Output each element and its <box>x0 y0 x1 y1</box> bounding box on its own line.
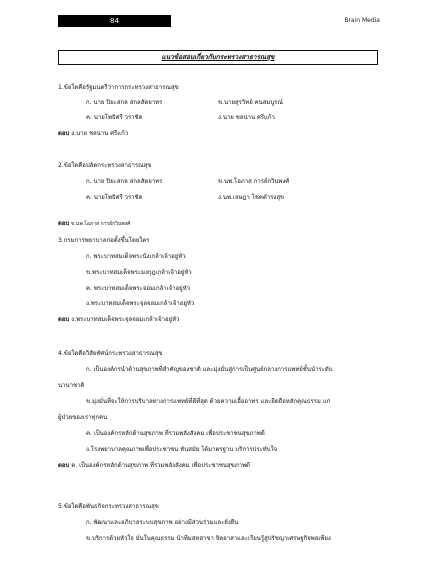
page-header <box>58 15 380 27</box>
q3-answer-label: ตอบ <box>58 316 70 323</box>
q4-question: 4.ข้อใดคือวิสัยทัศน์กระทรวงสาธารณสุข <box>58 350 163 357</box>
q1-option-c: ค. นายโพธิศรี วราชิต <box>86 114 143 121</box>
document-title: แนวข้อสอบเกี่ยวกับกระทรวงสาธารณสุข <box>58 50 378 65</box>
q2-option-d: ง.นพ.เจษฎา โชคดำรงสุข <box>218 194 285 201</box>
q2-option-c: ค. นายโพธิศรี วราชิต <box>86 194 143 201</box>
q4-answer: ค. เป็นองค์กรหลักด้านสุขภาพ ที่รวมพลังสังคม เพื่อประชาชนสุขภาพดี <box>71 462 250 469</box>
q5-option-b: ข.บริการด้วยหัวใจ มั่นในคุณธรรม นำทีมสหสาขา จิตอาสาและเรียนรู้สู่ปรัชญาเศรษฐกิจพอเพียง <box>86 535 331 542</box>
q1-answer-label: ตอบ <box>58 130 70 137</box>
q1-answer: ง.นาย ชลน่าน ศรีแก้ว <box>71 130 129 137</box>
q3-option-b: ข.พระบาทสมเด็จพระมงกุฎเกล้าเจ้าอยู่หัว <box>86 269 192 276</box>
q2-answer: ข.นพ.โอภาส การย์กวินพงศ์ <box>70 221 131 227</box>
q3-option-d: ง.พระบาทสมเด็จพระจุลจอมเกล้าเจ้าอยู่หัว <box>86 300 195 307</box>
q2-answer-line <box>58 220 130 228</box>
q2-answer-label: ตอบ <box>58 220 70 227</box>
q1-option-b: ข.นายสุรวิทย์ คนสมบูรณ์ <box>218 99 283 106</box>
q1-answer-line <box>58 130 128 138</box>
q4-option-a-line2: นานาชาติ <box>58 382 85 389</box>
q1-option-d: ง.นาย ชลน่าน ศรีแก้ว <box>218 114 275 121</box>
q4-option-d: ง.โรงพยาบาลคุณภาพเพื่อประชาชน ทันสมัย ได้มาตรฐาน บริการประทับใจ <box>86 446 278 453</box>
q1-option-a: ก. นาย ปิยะสกล สกลสัตยาทร <box>86 99 163 106</box>
brand-name: Brain Media <box>344 17 380 24</box>
q4-option-b-line2: ผู้ป่วยของเราทุกคน <box>58 414 108 421</box>
q3-option-a: ก. พระบาทสมเด็จพระนั่งเกล้าเจ้าอยู่หัว <box>86 253 186 260</box>
page-number: 84 <box>58 15 171 27</box>
q4-answer-line <box>58 462 250 470</box>
q4-option-a-line1: ก. เป็นองค์กรนำด้านสุขภาพที่สำคัญของชาติ และมุ่งมั่นสู่การเป็นศูนย์กลางการแพทย์ชั้นนำระดับ <box>86 366 333 373</box>
q4-answer-label: ตอบ <box>58 462 70 469</box>
q3-option-c: ค. พระบาทสมเด็จพระจอมเกล้าเจ้าอยู่หัว <box>86 285 191 292</box>
q3-answer: ง.พระบาทสมเด็จพระจุลจอมเกล้าเจ้าอยู่หัว <box>71 316 180 323</box>
q3-question: 3.กรมการพยาบาลก่อตั้งขึ้นโดยใคร <box>58 237 150 244</box>
q2-option-a: ก. นาย ปิยะสกล สกลสัตยาทร <box>86 178 163 185</box>
q5-question: 5.ข้อใดคือพันธกิจกระทรวงสาธารณสุข <box>58 503 159 510</box>
q4-option-b-line1: ข.มุ่งมั่นที่จะให้การบริบาลทางการแพทย์ที่ดีที่สุด ด้วยความเอื้ออาทร และยึดถือหลักคุณธรรม แก่ <box>86 398 331 405</box>
q3-answer-line <box>58 316 179 324</box>
q2-option-b: ข.นพ.โอภาส การย์กวินพงศ์ <box>218 178 290 185</box>
q1-question: 1.ข้อใดคือรัฐมนตรีว่าการกระทรวงสาธารณสุข <box>58 84 179 91</box>
q5-option-a: ก. พัฒนาและอภิบาลระบบสุขภาพ อย่างมีส่วนร่วมและยั่งยืน <box>86 519 239 526</box>
q2-question: 2.ข้อใดคือปลัดกระทรวงสาธารณสุข <box>58 162 152 169</box>
q4-option-c: ค. เป็นองค์กรหลักด้านสุขภาพ ที่รวมพลังสังคม เพื่อประชาชนสุขภาพดี <box>86 430 265 437</box>
